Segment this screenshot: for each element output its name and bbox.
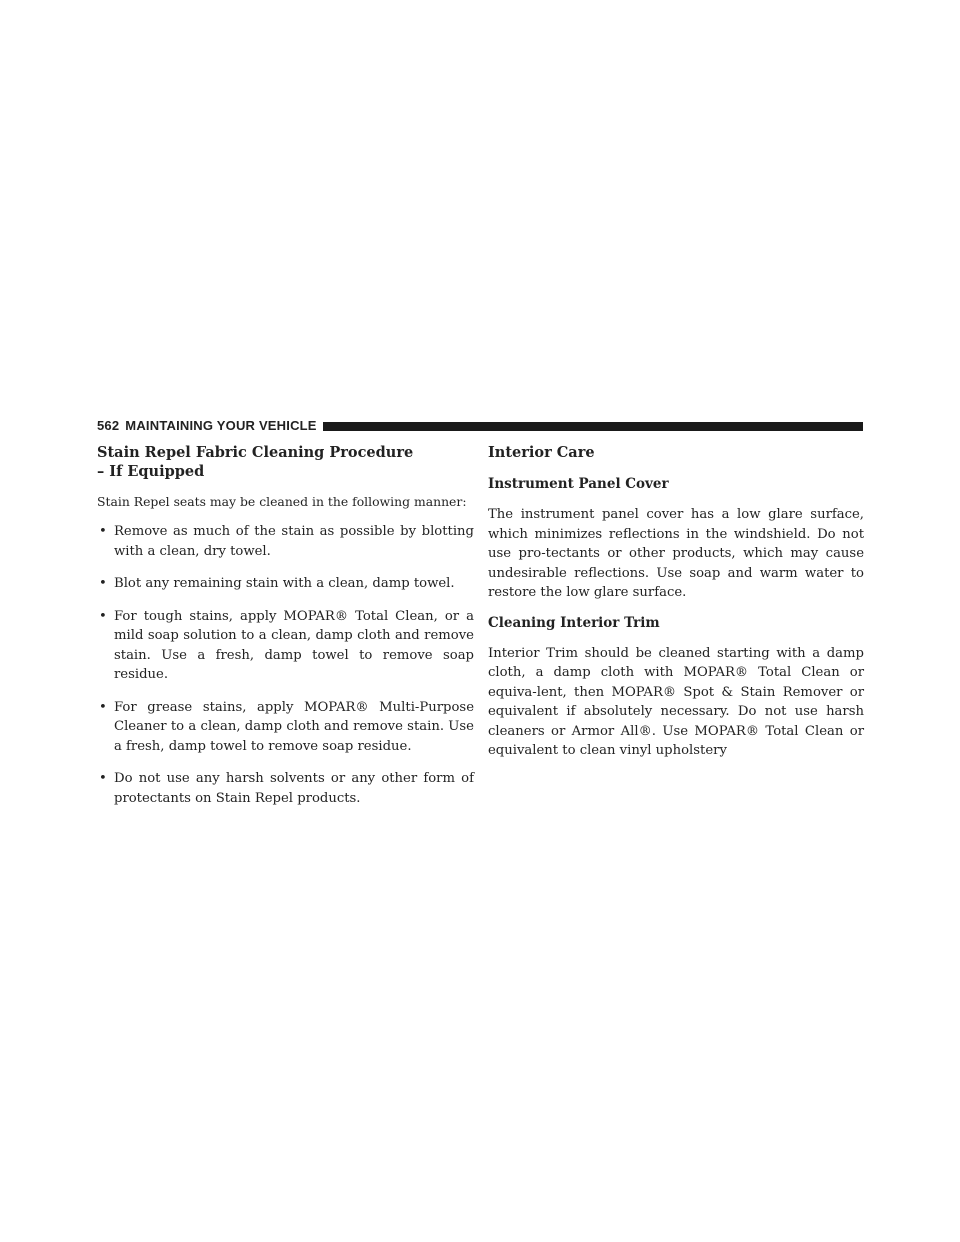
- page-number: 562: [97, 418, 120, 433]
- list-item-text: Blot any remaining stain with a clean, damp towel.: [114, 576, 455, 591]
- bullet-icon: •: [99, 524, 107, 539]
- bullet-icon: •: [99, 699, 107, 715]
- stain-repel-heading: Stain Repel Fabric Cleaning Procedure – If Equipped: [97, 444, 414, 480]
- instrument-panel-heading: Instrument Panel Cover: [488, 476, 669, 492]
- list-item-text: For grease stains, apply MOPAR® Multi-Purpose Cleaner to a clean, damp cloth and remove stain. Use a fresh, damp towel to remove soap residue.: [114, 699, 474, 754]
- bullet-icon: •: [99, 608, 107, 624]
- page-header: [97, 419, 863, 433]
- list-item: [97, 698, 474, 757]
- instrument-panel-text: The instrument panel cover has a low glare surface, which minimizes reflections in the windshield. Do not use pro-tectants or other products, which may cause undesirable reflections. Use soap and warm water to restore the low glare surface.: [488, 507, 864, 600]
- list-item: [97, 607, 474, 685]
- right-column: [488, 443, 864, 761]
- interior-care-heading: Interior Care: [488, 444, 595, 461]
- list-item-text: Remove as much of the stain as possible by blotting with a clean, dry towel.: [114, 524, 474, 559]
- stain-repel-intro: Stain Repel seats may be cleaned in the following manner:: [97, 494, 467, 509]
- section-title: MAINTAINING YOUR VEHICLE: [125, 418, 317, 433]
- list-item: [97, 522, 474, 561]
- bullet-icon: •: [99, 576, 107, 591]
- interior-trim-text: Interior Trim should be cleaned starting with a damp cloth, a damp cloth with MOPAR® Total Clean or equiva-lent, then MOPAR® Spot & Stain Remover or equivalent if absolutely necessary. Do not use harsh cleaners or Armor All®. Use MOPAR® Total Clean or equivalent to clean vinyl upholstery: [488, 645, 864, 758]
- list-item-text: For tough stains, apply MOPAR® Total Clean, or a mild soap solution to a clean, damp cloth and remove stain. Use a fresh, damp towel to remove soap residue.: [114, 608, 474, 682]
- list-item-text: Do not use any harsh solvents or any other form of protectants on Stain Repel products.: [114, 771, 474, 806]
- list-item: [97, 574, 474, 594]
- stain-repel-steps: [97, 522, 474, 808]
- header-rule: [323, 422, 863, 431]
- list-item: [97, 769, 474, 808]
- bullet-icon: •: [99, 771, 107, 786]
- interior-trim-heading: Cleaning Interior Trim: [488, 614, 660, 631]
- left-column: [97, 443, 474, 808]
